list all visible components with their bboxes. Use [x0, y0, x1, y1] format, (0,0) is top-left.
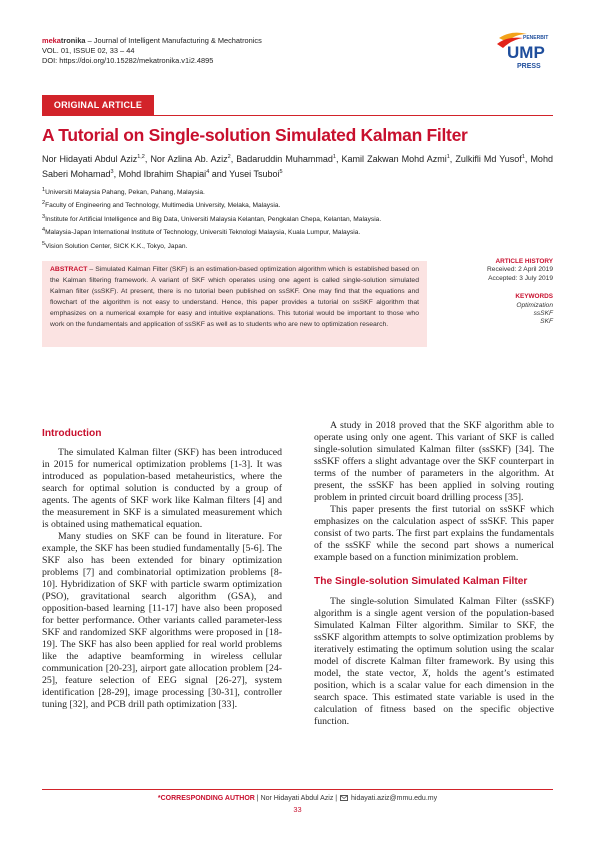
- article-title: A Tutorial on Single-solution Simulated Kalman Filter: [42, 125, 468, 145]
- page-number: 33: [293, 805, 302, 814]
- affiliation-item: $^5$Vision Solution Center, SICK K.K., Tokyo, Japan.: [42, 240, 188, 251]
- affiliation-item: $^4$Malaysia-Japan International Institute of Technology, Universiti Teknologi Malaysia, Kuala Lumpur, Malaysia.: [42, 227, 361, 237]
- intro-paragraph-2: Many studies on SKF can be found in literature. For example, the SKF has been studied fundamentally [5-6]. The SKF also has been extended for binary optimization problems [7] and combinatorial optimization problems [8-10]. Hybridization of SKF with particle swarm optimization (PSO), gravitational search algorithm (GSA), and opposition-based learning [11-17] have also been proposed for better performance. Other variants called parameter-less SKF and randomized SKF algorithms were proposed in [18-19]. The SKF has also been applied for real world problems like the adaptive beamforming in wireless cellular communication [20-23], airport gate allocation problem [24-25], feature selection of EEG signal [26-27], system identification [28-29], image processing [30-31], controller tuning [32], and PCB drill path optimization [33].: [42, 531, 282, 710]
- mail-icon: [340, 795, 348, 801]
- article-type-badge: ORIGINAL ARTICLE: [42, 95, 154, 115]
- affiliation-item: $^2$Faculty of Engineering and Technology, Multimedia University, Melaka, Malaysia.: [42, 200, 281, 210]
- author-7[interactable]: Mohd Ibrahim Shapiai$^4$: [118, 168, 210, 179]
- abstract-text: – Simulated Kalman Filter (SKF) is an estimation-based optimization algorithm which is established based on the Kalman filtering framework. A variant of SKF which operates using one agent is called single-solution simulated Kalman filter (ssSKF). At present, there is no tutorial been published on ssSKF. One may find that the equations and flowchart of the algorithm is not easy to understand. Hence, this paper provides a tutorial on ssSKF algorithm that emphasizes on a numerical example for easy and intuitive explanations. This tutorial would be important to those who work on the fundamentals and application of ssSKF as well as to students who are new to optimization research.: [50, 266, 419, 328]
- corresponding-author-footer: *CORRESPONDING AUTHOR | Nor Hidayati Abdul Aziz | hidayati.aziz@mmu.edu.my: [157, 795, 438, 802]
- keyword-item[interactable]: SKF: [540, 318, 553, 326]
- corresponding-author-email[interactable]: hidayati.aziz@mmu.edu.my: [351, 795, 438, 802]
- body-column-right: [314, 420, 554, 728]
- journal-name: – Journal of Intelligent Manufacturing & Mechatronics: [85, 36, 262, 45]
- logo-main-text: UMP: [507, 43, 545, 62]
- accepted-date: Accepted: 3 July 2019: [488, 274, 553, 282]
- ump-press-logo: [493, 30, 553, 72]
- intro-paragraph-1: The simulated Kalman filter (SKF) has been introduced in 2015 for numerical optimization problems [1-3]. It was introduced as population-based metaheuristics, where the search for optimal solution is conducted by a group of agents. The agents of SKF work like Kalman filters [4] and the measurement in SKF is a simulated measurement which is obtained using mathematical equation.: [42, 447, 282, 530]
- history-heading: ARTICLE HISTORY: [495, 258, 553, 265]
- author-5[interactable]: Zulkifli Md Yusof$^1$: [455, 154, 525, 164]
- section-heading-ssskf: The Single-solution Simulated Kalman Filter: [314, 576, 528, 587]
- keywords-heading: KEYWORDS: [515, 293, 553, 301]
- author-4[interactable]: Kamil Zakwan Mohd Azmi$^1$: [341, 154, 450, 164]
- intro-paragraph-3: A study in 2018 proved that the SKF algorithm able to operate using only one agent. This variant of SKF is called single-solution simulated Kalman filter (ssSKF) [34]. The ssSKF offers a slight advantage over the SKF counterpart in terms of the number of parameters in the algorithm. At present, the ssSKF has been applied in solving routing problem in printed circuit board drilling process [35].: [314, 420, 554, 503]
- abstract-box: [42, 261, 427, 347]
- corresponding-author-label: *CORRESPONDING AUTHOR: [157, 795, 255, 802]
- intro-paragraph-4: This paper presents the first tutorial on ssSKF which emphasizes on the calculation aspect of ssSKF. This paper consist of two parts. The first part explains the fundamentals of the ssSKF while the second part shows a numerical example based on a function minimization problem.: [314, 504, 554, 563]
- affiliation-item: $^3$Institute for Artificial Intelligence and Big Data, Universiti Malaysia Kelantan, Pengkalan Chepa, Kelantan, Malaysia.: [42, 213, 382, 224]
- brand-tronika: tronika: [60, 36, 86, 45]
- article-sidebar: [440, 258, 553, 327]
- brand-meka: meka: [42, 36, 61, 45]
- author-8[interactable]: Yusei Tsuboi$^5$: [229, 168, 283, 179]
- author-3[interactable]: Badaruddin Muhammad$^1$: [236, 154, 336, 164]
- header-divider: [42, 115, 553, 116]
- keyword-item[interactable]: ssSKF: [533, 310, 553, 318]
- section-heading-introduction: Introduction: [42, 428, 102, 439]
- affiliation-item: $^1$Universiti Malaysia Pahang, Pekan, Pahang, Malaysia.: [42, 187, 205, 197]
- section2-paragraph-1: The single-solution Simulated Kalman Filter (ssSKF) algorithm is a single agent version of the population-based Simulated Kalman Filter algorithm. Similar to SKF, the ssSKF algorithm attempts to solve optimization problems by iteratively estimating the optimum solution using the scalar model of discrete Kalman filter framework. By using this model, the state vector, X, holds the agent’s estimated position, which is a scalar value for each dimension in the search space. This estimated state variable is used in the calculation of fitness based on the specific objective function.: [314, 596, 554, 727]
- corresponding-author-name: Nor Hidayati Abdul Aziz: [260, 795, 334, 802]
- author-1[interactable]: Nor Hidayati Abdul Aziz$^{1,2}$: [42, 154, 145, 164]
- author-list: Nor Hidayati Abdul Aziz$^{1,2}$, Nor Azlina Ab. Aziz$^2$, Badaruddin Muhammad$^1$, Kamil Zakwan Mohd Azmi$^1$, Zulkifli Md Yusof$^1$, Mohd Saberi Mohamad$^3$, Mohd Ibrahim Shapiai$^4$ and Yusei Tsuboi$^5$: [42, 154, 553, 179]
- footer-divider: [42, 789, 553, 790]
- affiliation-list: [42, 185, 522, 252]
- journal-header: [42, 36, 462, 66]
- logo-top-text: PENERBIT: [523, 35, 549, 41]
- logo-bottom-text: PRESS: [517, 63, 541, 70]
- received-date: Received: 2 April 2019: [487, 266, 553, 274]
- abstract-label: ABSTRACT: [50, 266, 88, 273]
- keyword-item[interactable]: Optimization: [516, 301, 553, 309]
- journal-title-line: [42, 36, 462, 46]
- author-2[interactable]: Nor Azlina Ab. Aziz$^2$: [150, 154, 231, 164]
- author-6[interactable]: Mohd Saberi Mohamad$^3$: [42, 154, 553, 179]
- journal-doi[interactable]: DOI: https://doi.org/10.15282/mekatronika.v1i2.4895: [42, 56, 214, 65]
- journal-volume: VOL. 01, ISSUE 02, 33 – 44: [42, 46, 135, 55]
- body-column-left: [42, 427, 282, 711]
